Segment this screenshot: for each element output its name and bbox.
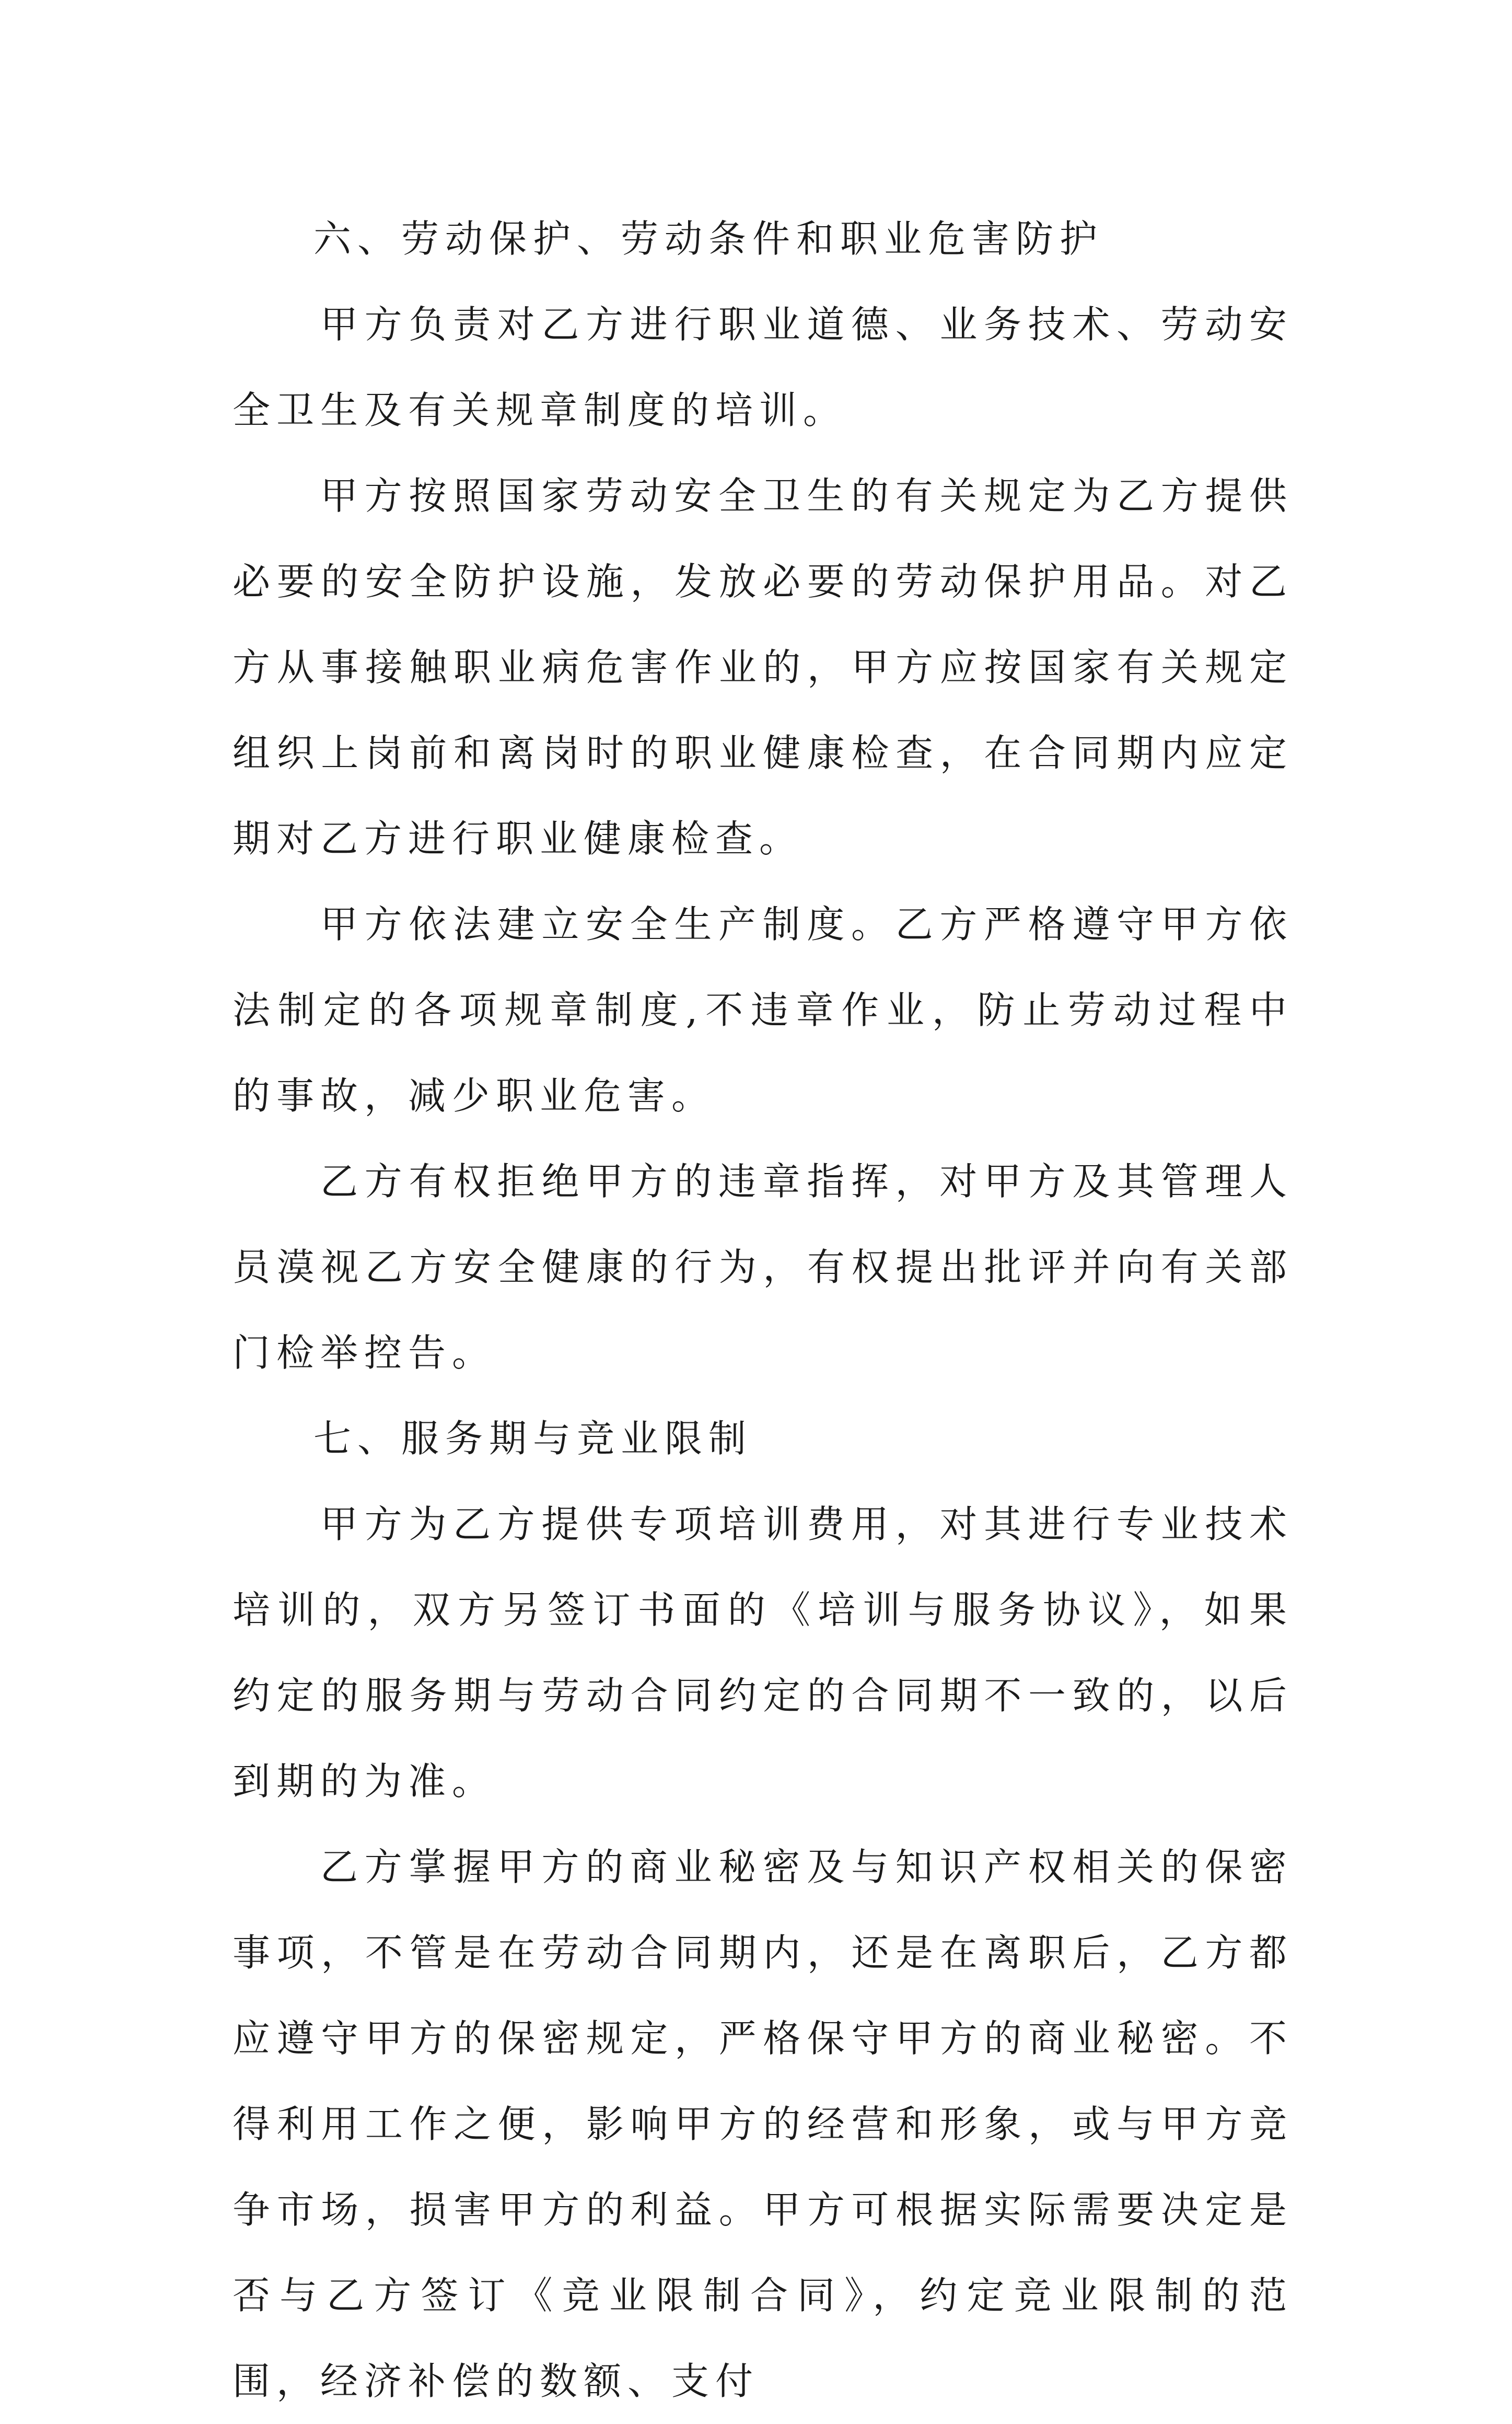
section-6-paragraph-1: 甲方负责对乙方进行职业道德、业务技术、劳动安全卫生及有关规章制度的培训。 [232,303,1293,432]
section-7-paragraph-2: 乙方掌握甲方的商业秘密及与知识产权相关的保密事项，不管是在劳动合同期内，还是在离职后，乙方都应遵守甲方的保密规定，严格保守甲方的商业秘密。不得利用工作之便，影响甲方的经营和形象，或与甲方竞争市场，损害甲方的利益。甲方可根据实际需要决定是否与乙方签订《竞业限制合同》，约定竞业限制的范围，经济补偿的数额、支付 [232,1845,1293,2403]
document-body [232,196,1293,2424]
section-7-paragraph-1: 甲方为乙方提供专项培训费用，对其进行专业技术培训的，双方另签订书面的《培训与服务协议》，如果约定的服务期与劳动合同约定的合同期不一致的，以后到期的为准。 [232,1502,1293,1803]
section-6-paragraph-3: 甲方依法建立安全生产制度。乙方严格遵守甲方依法制定的各项规章制度,不违章作业，防止劳动过程中的事故，减少职业危害。 [232,902,1293,1118]
section-7-heading: 七、服务期与竞业限制 [313,1417,753,1460]
section-6-heading: 六、劳动保护、劳动条件和职业危害防护 [313,217,1104,261]
section-6-paragraph-4: 乙方有权拒绝甲方的违章指挥，对甲方及其管理人员漠视乙方安全健康的行为，有权提出批评并向有关部门检举控告。 [232,1159,1293,1375]
section-6-paragraph-2: 甲方按照国家劳动安全卫生的有关规定为乙方提供必要的安全防护设施，发放必要的劳动保护用品。对乙方从事接触职业病危害作业的，甲方应按国家有关规定组织上岗前和离岗时的职业健康检查，在合同期内应定期对乙方进行职业健康检查。 [232,474,1293,861]
